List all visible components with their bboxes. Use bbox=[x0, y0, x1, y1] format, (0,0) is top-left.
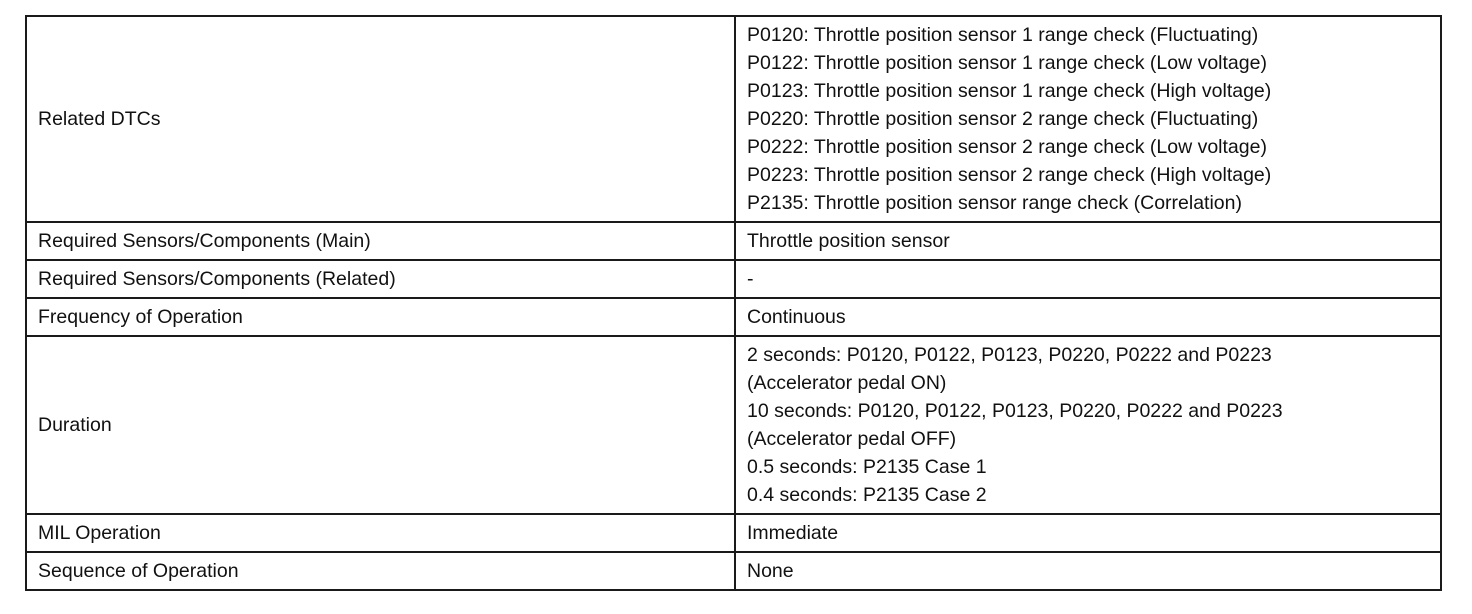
monitor-spec-table bbox=[25, 15, 1442, 591]
row-value bbox=[735, 260, 1441, 298]
dtc-line: P0220: Throttle position sensor 2 range check (Fluctuating) bbox=[747, 108, 1259, 130]
table-row-related-dtcs bbox=[26, 16, 1441, 222]
row-value bbox=[735, 514, 1441, 552]
table-row-sequence bbox=[26, 552, 1441, 590]
dtc-line: P0222: Throttle position sensor 2 range check (Low voltage) bbox=[747, 136, 1267, 158]
row-label: Required Sensors/Components (Related) bbox=[26, 260, 735, 298]
duration-line: 0.5 seconds: P2135 Case 1 bbox=[747, 456, 987, 478]
row-label: Duration bbox=[26, 336, 735, 514]
dtc-line: P0120: Throttle position sensor 1 range check (Fluctuating) bbox=[747, 24, 1259, 46]
value-line: Immediate bbox=[747, 522, 839, 544]
table-row-duration bbox=[26, 336, 1441, 514]
row-value bbox=[735, 336, 1441, 514]
duration-line: (Accelerator pedal ON) bbox=[747, 372, 947, 394]
value-line: - bbox=[747, 268, 754, 290]
table-row-mil-operation bbox=[26, 514, 1441, 552]
table-row-required-related bbox=[26, 260, 1441, 298]
row-label: Sequence of Operation bbox=[26, 552, 735, 590]
row-label: Frequency of Operation bbox=[26, 298, 735, 336]
row-value bbox=[735, 16, 1441, 222]
duration-line: (Accelerator pedal OFF) bbox=[747, 428, 957, 450]
row-value bbox=[735, 298, 1441, 336]
table-row-frequency bbox=[26, 298, 1441, 336]
row-value bbox=[735, 222, 1441, 260]
dtc-line: P0223: Throttle position sensor 2 range check (High voltage) bbox=[747, 164, 1272, 186]
duration-line: 2 seconds: P0120, P0122, P0123, P0220, P0222 and P0223 bbox=[747, 344, 1272, 366]
row-label: Required Sensors/Components (Main) bbox=[26, 222, 735, 260]
row-label: Related DTCs bbox=[26, 16, 735, 222]
row-value bbox=[735, 552, 1441, 590]
dtc-line: P2135: Throttle position sensor range check (Correlation) bbox=[747, 192, 1242, 214]
dtc-line: P0123: Throttle position sensor 1 range check (High voltage) bbox=[747, 80, 1272, 102]
value-line: Continuous bbox=[747, 306, 846, 328]
row-label: MIL Operation bbox=[26, 514, 735, 552]
value-line: None bbox=[747, 560, 794, 582]
table-row-required-main bbox=[26, 222, 1441, 260]
dtc-line: P0122: Throttle position sensor 1 range check (Low voltage) bbox=[747, 52, 1267, 74]
duration-line: 0.4 seconds: P2135 Case 2 bbox=[747, 484, 987, 506]
duration-line: 10 seconds: P0120, P0122, P0123, P0220, P0222 and P0223 bbox=[747, 400, 1283, 422]
value-line: Throttle position sensor bbox=[747, 230, 950, 252]
